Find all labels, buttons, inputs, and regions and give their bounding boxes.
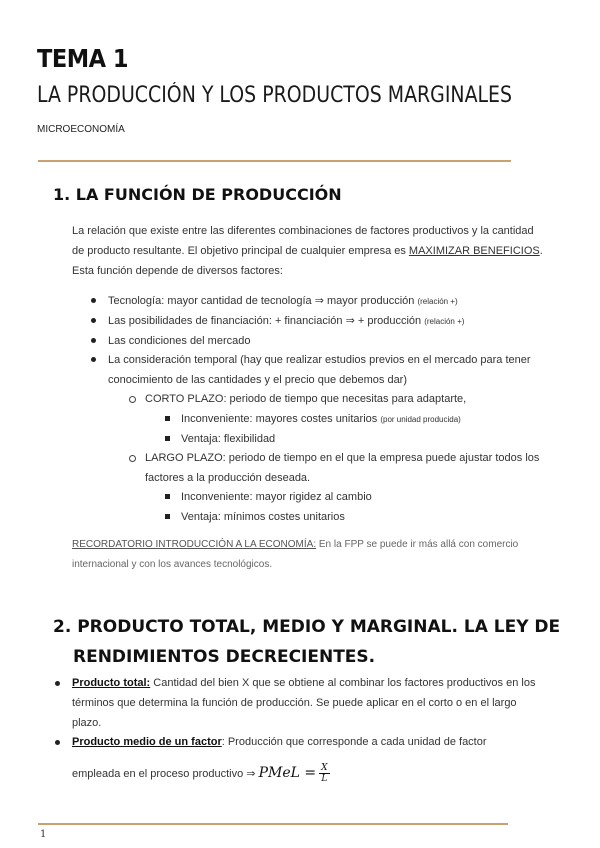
average-product-line-2: [72, 762, 330, 785]
average-product-line-1: [72, 732, 487, 752]
intro-line-3: Esta función depende de diversos factores:: [72, 265, 283, 277]
short-term-pro: Ventaja: flexibilidad: [181, 433, 276, 445]
bullet-circle: [129, 455, 136, 462]
total-product-line-1: [72, 673, 535, 693]
bullet-square: [165, 416, 170, 421]
bullet-circle: [129, 396, 136, 403]
page-number: 1: [40, 829, 47, 840]
per-unit-note: (por unidad producida): [380, 415, 461, 424]
formula-denominator: L: [321, 773, 328, 784]
formula-numerator: X: [321, 762, 328, 773]
list-item-financing: [108, 314, 464, 329]
list-item-temporal-line-1: La consideración temporal (hay que realizar estudios previos en el mercado para tener: [108, 354, 531, 366]
short-term-con: [181, 412, 461, 427]
bullet-square: [165, 494, 170, 499]
list-item-text: Las posibilidades de financiación: + financiación ⇒ + producción: [108, 315, 425, 327]
section-1-heading: 1. LA FUNCIÓN DE PRODUCCIÓN: [53, 185, 342, 204]
total-product-term: Producto total:: [72, 677, 151, 689]
short-term-item: CORTO PLAZO: periodo de tiempo que necesitas para adaptarte,: [145, 393, 467, 405]
top-divider: [38, 160, 511, 162]
tema-label: TEMA 1: [37, 44, 128, 73]
bullet-dot: [55, 740, 60, 745]
bullet-square: [165, 436, 170, 441]
formula-fraction: [319, 763, 329, 784]
relation-note: (relación +): [424, 317, 465, 326]
list-item-market: Las condiciones del mercado: [108, 335, 251, 347]
average-product-formula: [258, 762, 330, 784]
total-product-line-2: términos que determina la función de producción. Se puede aplicar en el corto o en el largo: [72, 697, 517, 709]
bullet-dot: [55, 681, 60, 686]
formula-lhs: PMeL =: [258, 765, 317, 781]
relation-note: (relación +): [417, 297, 458, 306]
short-term-con-text: Inconveniente: mayores costes unitarios: [181, 413, 381, 425]
total-product-definition: [72, 673, 535, 733]
total-product-line-3: plazo.: [72, 717, 102, 729]
bullet-square: [165, 514, 170, 519]
total-product-text: Cantidad del bien X que se obtiene al combinar los factores productivos en los: [150, 677, 536, 689]
average-product-definition: [72, 732, 487, 752]
subject-label: MICROECONOMÍA: [37, 124, 125, 135]
bullet-dot: [91, 357, 96, 362]
bullet-dot: [91, 338, 96, 343]
page-title: LA PRODUCCIÓN Y LOS PRODUCTOS MARGINALES: [37, 83, 513, 108]
section-2-heading-line-2: RENDIMIENTOS DECRECIENTES.: [73, 647, 376, 667]
intro-line-2-end: .: [539, 245, 543, 257]
average-product-term: Producto medio de un factor: [72, 736, 222, 748]
intro-line-1: La relación que existe entre las diferentes combinaciones de factores productivos y la cantidad: [72, 225, 534, 237]
list-item-text: Tecnología: mayor cantidad de tecnología ⇒ mayor producción: [108, 295, 418, 307]
reminder-label: RECORDATORIO INTRODUCCIÓN A LA ECONOMÍA:: [72, 539, 317, 550]
average-product-text-2: empleada en el proceso productivo ⇒: [72, 768, 259, 780]
maximize-profits-emphasis: MAXIMIZAR BENEFICIOS: [408, 245, 540, 257]
bullet-dot: [91, 318, 96, 323]
long-term-line-1: LARGO PLAZO: periodo de tiempo en el que la empresa puede ajustar todos los: [145, 452, 540, 464]
intro-line-2-text: de producto resultante. El objetivo principal de cualquier empresa es: [72, 245, 409, 257]
bottom-divider: [38, 823, 508, 825]
long-term-line-2: factores a la producción deseada.: [145, 472, 311, 484]
section-2-heading-line-1: 2. PRODUCTO TOTAL, MEDIO Y MARGINAL. LA LEY DE: [53, 617, 561, 637]
intro-line-2: [72, 241, 543, 261]
reminder-line-1: [72, 535, 518, 555]
long-term-pro: Ventaja: mínimos costes unitarios: [181, 511, 345, 523]
list-item-technology: [108, 294, 458, 309]
reminder-note: [72, 535, 518, 575]
intro-paragraph: [72, 221, 543, 281]
reminder-text: En la FPP se puede ir más allá con comercio: [316, 539, 519, 550]
list-item-temporal-line-2: conocimiento de las cantidades y el precio que debemos dar): [108, 374, 408, 386]
average-product-text: : Producción que corresponde a cada unidad de factor: [221, 736, 487, 748]
reminder-line-2: internacional y con los avances tecnológicos.: [72, 559, 273, 570]
bullet-dot: [91, 298, 96, 303]
long-term-con: Inconveniente: mayor rigidez al cambio: [181, 491, 372, 503]
